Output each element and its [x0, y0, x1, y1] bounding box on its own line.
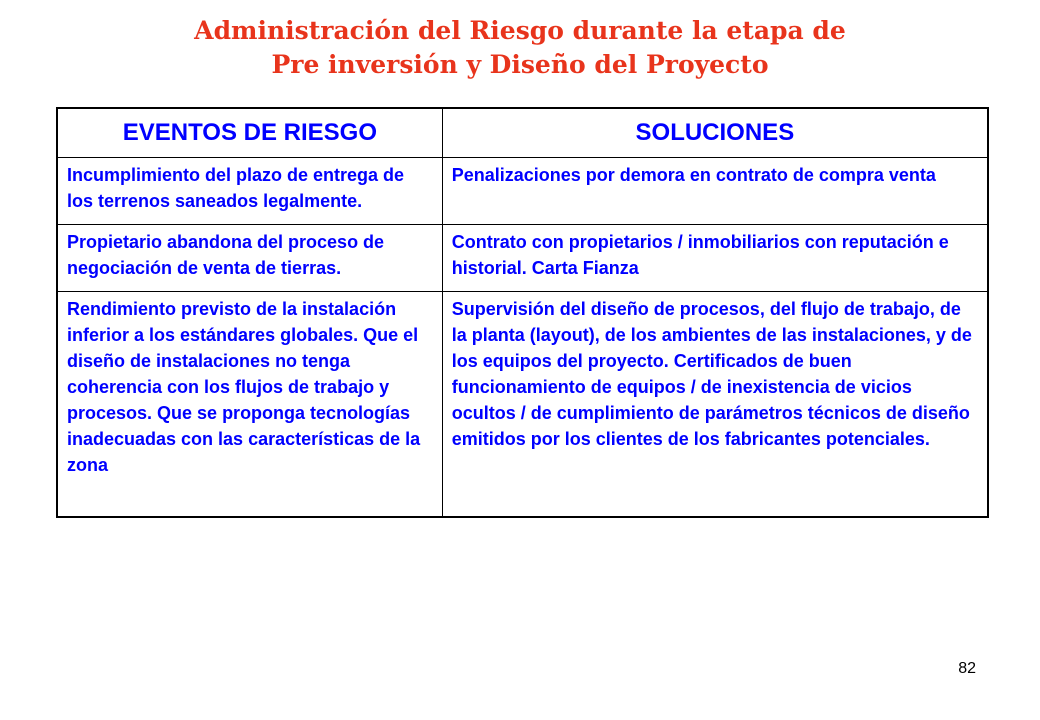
slide-title — [0, 14, 1040, 82]
page-number: 82 — [958, 660, 976, 677]
slide-title-line-1: Administración del Riesgo durante la etapa de — [194, 16, 846, 45]
table-row — [57, 292, 988, 518]
evento-cell: Propietario abandona del proceso de negociación de venta de tierras. — [57, 225, 442, 292]
table-row — [57, 158, 988, 225]
solucion-cell: Penalizaciones por demora en contrato de compra venta — [442, 158, 988, 225]
solucion-cell: Supervisión del diseño de procesos, del flujo de trabajo, de la planta (layout), de los ambientes de las instalaciones, y de los equipos del proyecto. Certificados de buen funcionamiento de equipos / de inexistencia de vicios ocultos / de cumplimiento de parámetros técnicos de diseño emitidos por los clientes de los fabricantes potenciales. — [442, 292, 988, 518]
header-eventos: EVENTOS DE RIESGO — [57, 108, 442, 158]
evento-cell: Rendimiento previsto de la instalación inferior a los estándares globales. Que el diseño de instalaciones no tenga coherencia con los flujos de trabajo y procesos. Que se proponga tecnologías inadecuadas con las características de la zona — [57, 292, 442, 518]
evento-cell: Incumplimiento del plazo de entrega de los terrenos saneados legalmente. — [57, 158, 442, 225]
table-row — [57, 225, 988, 292]
table-header-row — [57, 108, 988, 158]
slide-title-line-2: Pre inversión y Diseño del Proyecto — [271, 50, 769, 79]
solucion-cell: Contrato con propietarios / inmobiliarios con reputación e historial. Carta Fianza — [442, 225, 988, 292]
header-soluciones: SOLUCIONES — [442, 108, 988, 158]
risk-table — [56, 107, 989, 518]
